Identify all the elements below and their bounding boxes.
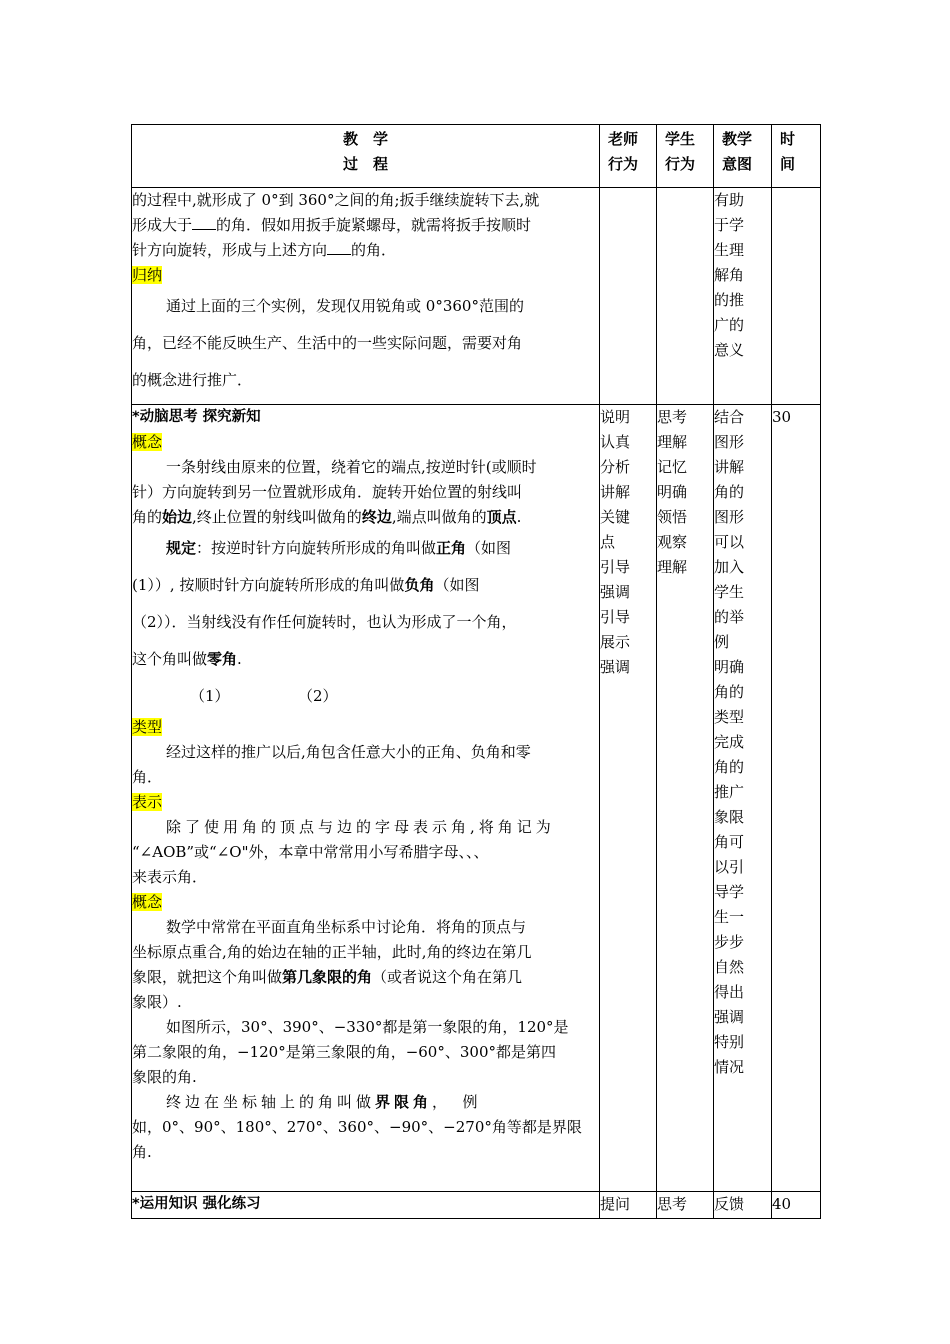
- intent-line: 的推: [714, 291, 745, 309]
- paragraph-line: 象限）.: [132, 993, 182, 1011]
- intent-line: 以引: [714, 858, 745, 876]
- intent-line: 推广: [714, 783, 745, 801]
- time-value: 30: [772, 408, 792, 426]
- teacher-line: 提问: [600, 1195, 631, 1213]
- text: 的角．假如用扳手旋紧螺母，就需将扳手按顺时: [216, 216, 532, 234]
- paragraph-line: 一条射线由原来的位置，绕着它的端点,按逆时针(或顺时: [166, 458, 537, 476]
- intent-line: 解角: [714, 266, 745, 284]
- table-header-row: [132, 125, 821, 188]
- student-line: 理解: [657, 558, 688, 576]
- text: 象限，就把这个角叫做: [132, 968, 283, 986]
- paragraph-line: [132, 641, 599, 678]
- teacher-line: 强调: [600, 583, 631, 601]
- teacher-line: 点: [600, 533, 616, 551]
- intent-line: 特别: [714, 1033, 745, 1051]
- paragraph-line: “∠AOB”或“∠O"外，本章中常常用小写希腊字母、、、: [132, 843, 489, 861]
- figure-label-2: （2）: [298, 687, 338, 705]
- text: 形成大于: [132, 216, 193, 234]
- paragraph-line: [132, 965, 599, 990]
- paragraph-line: 如图所示，30°、390°、−330°都是第一象限的角，120°是: [166, 1018, 569, 1036]
- teacher-line: 强调: [600, 658, 631, 676]
- intent-line: 得出: [714, 983, 745, 1001]
- tag-notation: 表示: [132, 793, 163, 811]
- paragraph-line: 角.: [132, 1143, 152, 1161]
- teacher-behavior-cell: [600, 1192, 657, 1219]
- text: .: [237, 650, 242, 668]
- paragraph-line: 经过这样的推广以后,角包含任意大小的正角、负角和零: [166, 743, 531, 761]
- text: ,终止位置的射线叫做角的: [192, 508, 362, 526]
- intent-line: 类型: [714, 708, 745, 726]
- header-text: 时: [780, 130, 796, 148]
- header-text: 老师: [608, 130, 639, 148]
- paragraph-line: 坐标原点重合,角的始边在轴的正半轴，此时,角的终边在第几: [132, 943, 532, 961]
- table-row: [132, 188, 821, 405]
- keyword: 规定: [166, 539, 197, 557]
- text: 角的: [132, 508, 163, 526]
- process-cell-practice: [132, 1192, 600, 1219]
- table-row: [132, 405, 821, 1192]
- keyword: 界限角: [375, 1093, 433, 1111]
- paragraph-line: 的过程中,就形成了 0°到 360°之间的角;扳手继续旋转下去,就: [132, 191, 540, 209]
- paragraph-line: 角，已经不能反映生产、生活中的一些实际问题，需要对角: [132, 334, 523, 352]
- intent-line: 广的: [714, 316, 745, 334]
- text: （或者说这个角在第几: [372, 968, 523, 986]
- intent-line: 讲解: [714, 458, 745, 476]
- time-value: 40: [772, 1195, 792, 1213]
- teacher-line: 讲解: [600, 483, 631, 501]
- intent-line: 情况: [714, 1058, 745, 1076]
- text: .: [516, 508, 522, 526]
- intent-line: 于学: [714, 216, 745, 234]
- teacher-behavior-cell: [600, 188, 657, 405]
- teacher-line: 说明: [600, 408, 631, 426]
- header-teacher-behavior: [600, 125, 657, 188]
- lesson-plan-table: [131, 124, 821, 1219]
- intent-cell: [714, 1192, 772, 1219]
- tag-type: 类型: [132, 718, 163, 736]
- teacher-behavior-cell: [600, 405, 657, 1192]
- teacher-line: 认真: [600, 433, 631, 451]
- process-cell-explore: [132, 405, 600, 1192]
- keyword: 零角: [207, 650, 238, 668]
- student-line: 观察: [657, 533, 688, 551]
- header-line2: 过 程: [342, 155, 388, 173]
- text: ：按逆时针方向旋转所形成的角叫做: [196, 539, 437, 557]
- intent-line: 有助: [714, 191, 745, 209]
- paragraph-line: 的概念进行推广．: [132, 371, 253, 389]
- paragraph-line: 通过上面的三个实例，发现仅用锐角或 0°360°范围的: [166, 297, 524, 315]
- fill-blank: [192, 213, 216, 230]
- header-teaching-intent: [714, 125, 772, 188]
- header-text: 行为: [608, 155, 639, 173]
- intent-line: 学生: [714, 583, 745, 601]
- section-heading: *运用知识 强化练习: [132, 1196, 261, 1212]
- header-text: 行为: [665, 155, 696, 173]
- paragraph-line: [132, 1090, 599, 1115]
- tag-concept: 概念: [132, 433, 163, 451]
- text: ， 例: [432, 1093, 482, 1111]
- intent-line: 象限: [714, 808, 745, 826]
- intent-line: 可以: [714, 533, 745, 551]
- text: （如图: [466, 539, 512, 557]
- paragraph-line: 数学中常常在平面直角坐标系中讨论角．将角的顶点与: [166, 918, 527, 936]
- header-line1: 教 学: [342, 130, 388, 148]
- keyword: 终边: [361, 508, 392, 526]
- intent-line: 角的: [714, 683, 745, 701]
- text: 针方向旋转，形成与上述方向: [132, 241, 328, 259]
- paragraph-line: 如，0°、90°、180°、270°、360°、−90°、−270°角等都是界限: [132, 1118, 582, 1136]
- section-tag: [132, 263, 599, 288]
- paragraph-line: 象限的角.: [132, 1068, 197, 1086]
- paragraph-line: 来表示角．: [132, 868, 208, 886]
- intent-line: 自然: [714, 958, 745, 976]
- process-cell-induction: [132, 188, 600, 405]
- paragraph-line: [132, 505, 599, 530]
- header-text: 教学: [722, 130, 753, 148]
- tag-concept: 概念: [132, 893, 163, 911]
- figure-labels: [132, 678, 599, 715]
- header-text: 意图: [722, 155, 753, 173]
- paragraph-line: 除了使用角的顶点与边的字母表示角,将角记为: [166, 818, 555, 836]
- intent-line: 导学: [714, 883, 745, 901]
- paragraph-line: [132, 213, 599, 238]
- student-line: 领悟: [657, 508, 688, 526]
- keyword: 正角: [436, 539, 467, 557]
- student-behavior-cell: [657, 188, 714, 405]
- text: 终边在坐标轴上的角叫做: [166, 1093, 376, 1111]
- figure-label-1: （1）: [190, 687, 230, 705]
- student-line: 记忆: [657, 458, 688, 476]
- section-heading: *动脑思考 探究新知: [132, 409, 261, 425]
- header-text: 学生: [665, 130, 696, 148]
- text: ,端点叫做角的: [391, 508, 487, 526]
- text: (1））, 按顺时针方向旋转所形成的角叫做: [132, 576, 405, 594]
- text: 的角．: [351, 241, 397, 259]
- intent-cell: [714, 188, 772, 405]
- teacher-line: 展示: [600, 633, 631, 651]
- intent-cell: [714, 405, 772, 1192]
- student-line: 思考: [657, 1195, 688, 1213]
- paragraph-line: 角．: [132, 768, 163, 786]
- intent-line: 的举: [714, 608, 745, 626]
- intent-line: 角可: [714, 833, 745, 851]
- time-cell: [772, 1192, 821, 1219]
- teacher-line: 分析: [600, 458, 631, 476]
- student-behavior-cell: [657, 1192, 714, 1219]
- intent-line: 强调: [714, 1008, 745, 1026]
- table-row: [132, 1192, 821, 1219]
- intent-line: 角的: [714, 483, 745, 501]
- tag-summary: 归纳: [132, 266, 163, 284]
- paragraph-line: [132, 567, 599, 604]
- header-text: 间: [780, 155, 796, 173]
- intent-line: 完成: [714, 733, 745, 751]
- student-line: 理解: [657, 433, 688, 451]
- paragraph-line: 第二象限的角，−120°是第三象限的角，−60°、300°都是第四: [132, 1043, 556, 1061]
- intent-line: 图形: [714, 433, 745, 451]
- intent-line: 明确: [714, 658, 745, 676]
- paragraph-line: 针）方向旋转到另一位置就形成角．旋转开始位置的射线叫: [132, 483, 523, 501]
- header-student-behavior: [657, 125, 714, 188]
- text: 这个角叫做: [132, 650, 208, 668]
- keyword: 始边: [162, 508, 193, 526]
- intent-line: 生一: [714, 908, 745, 926]
- header-teaching-process: [132, 125, 600, 188]
- intent-line: 例: [714, 633, 730, 651]
- keyword: 顶点: [486, 508, 517, 526]
- intent-line: 加入: [714, 558, 745, 576]
- paragraph-line: [132, 238, 599, 263]
- intent-line: 图形: [714, 508, 745, 526]
- keyword: 负角: [404, 576, 435, 594]
- text: （如图: [434, 576, 480, 594]
- fill-blank: [327, 238, 351, 255]
- intent-line: 结合: [714, 408, 745, 426]
- student-line: 明确: [657, 483, 688, 501]
- time-cell: [772, 188, 821, 405]
- header-time: [772, 125, 821, 188]
- intent-line: 步步: [714, 933, 745, 951]
- paragraph-line: （2））．当射线没有作任何旋转时，也认为形成了一个角，: [132, 613, 517, 631]
- teacher-line: 引导: [600, 558, 631, 576]
- intent-line: 意义: [714, 341, 745, 359]
- intent-line: 反馈: [714, 1195, 745, 1213]
- time-cell: [772, 405, 821, 1192]
- teacher-line: 关键: [600, 508, 631, 526]
- student-behavior-cell: [657, 405, 714, 1192]
- student-line: 思考: [657, 408, 688, 426]
- keyword: 第几象限的角: [282, 968, 373, 986]
- intent-line: 生理: [714, 241, 745, 259]
- teacher-line: 引导: [600, 608, 631, 626]
- paragraph-line: [132, 530, 599, 567]
- intent-line: 角的: [714, 758, 745, 776]
